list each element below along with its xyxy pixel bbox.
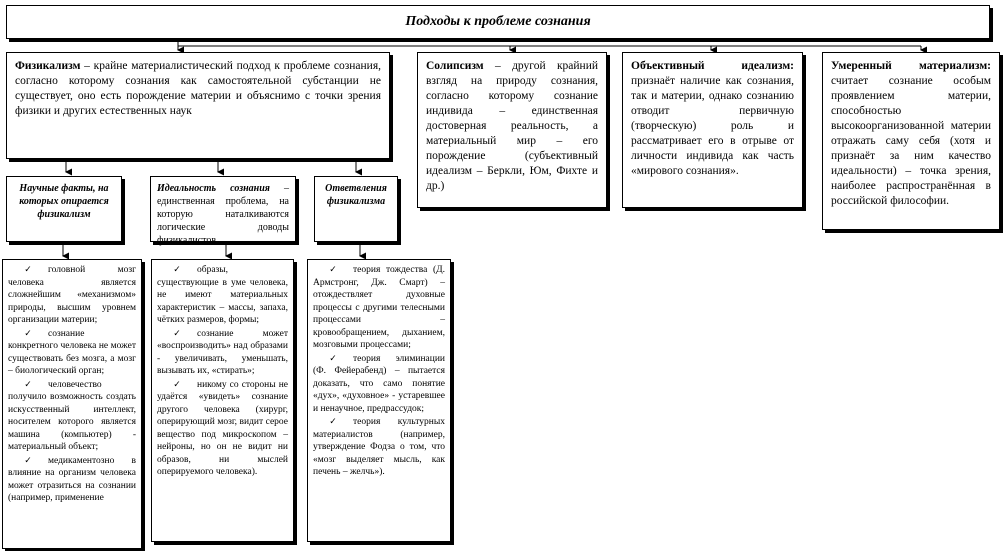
- physicalism-term: Физикализм: [15, 60, 81, 72]
- physicalism-text: – крайне материалистический подход к проблеме сознания, согласно которому сознания как самостоятельной субстанции не существует, оно есть порождение материи и объяснимо с точки зрения физики и других естественных наук: [15, 60, 381, 117]
- check-icon: ✓: [24, 265, 32, 275]
- facts-list-item: ✓ человечество получило возможность создать искусственный интеллект, носителем которого является машина (компьютер) - материальный объект;: [8, 379, 136, 452]
- moderate-materialism-box: [822, 52, 1000, 230]
- check-icon: ✓: [24, 328, 32, 339]
- facts-head-text: Научные факты, на которых опирается физикализм: [19, 183, 109, 220]
- solipsism-text: – другой крайний взгляд на природу сознания, согласно которому сознание индивида – единственная достоверная реальность, а материальный мир – его порождение (субъективный идеализм – Беркли, Юм, Фихте и др.): [426, 60, 598, 192]
- ideality-head-box: [150, 176, 296, 246]
- ideality-list-item: ✓ образы, существующие в уме человека, не имеют материальных характеристик – массы, запаха, чётких размеров, формы;: [157, 265, 288, 325]
- moderate-materialism-text: считает сознание особым проявлением материи, способностью высокоорганизованной материи отражать саму себя (хотя и признаёт за ним качество идеальности) – точка зрения, наиболее распространённая в российской философии.: [831, 75, 991, 207]
- objective-idealism-term: Объективный идеализм:: [631, 60, 794, 72]
- variants-head-box: [314, 176, 398, 242]
- physicalism-box: [6, 52, 390, 159]
- objective-idealism-box: [622, 52, 803, 208]
- ideality-list-item: ✓ сознание может «воспроизводить» над образами - увеличивать, уменьшать, вызывать их, «стирать»;: [157, 328, 288, 376]
- variants-list-item: ✓ теория элиминации (Ф. Фейерабенд) – пытается доказать, что само понятие «дух», «духовное» - устаревшее и ненаучное, предрассудок;: [313, 353, 445, 414]
- moderate-materialism-term: Умеренный материализм:: [831, 60, 991, 72]
- check-icon: ✓: [24, 379, 32, 390]
- check-icon: ✓: [24, 455, 32, 466]
- check-icon: ✓: [329, 417, 337, 427]
- check-icon: ✓: [173, 265, 181, 275]
- facts-list-box: [2, 259, 142, 549]
- objective-idealism-text: признаёт наличие как сознания, так и материи, однако сознанию отводит первичную (творческую) роль и рассматривает его в отрыве от личности индивида как часть «мирового сознания».: [631, 75, 794, 177]
- facts-head-box: [6, 176, 122, 242]
- variants-head-text: Ответвления физикализма: [325, 183, 387, 207]
- check-icon: ✓: [173, 379, 181, 390]
- ideality-head-text: – единственная проблема, на которую наталкиваются логические доводы физикалистов: [157, 183, 289, 246]
- ideality-list-box: [151, 259, 294, 542]
- ideality-head-term: Идеальность сознания: [157, 183, 270, 194]
- check-icon: ✓: [173, 328, 181, 339]
- solipsism-term: Солипсизм: [426, 60, 484, 72]
- variants-list-item: ✓ теория тождества (Д. Армстронг, Дж. Смарт) – отождествляет духовные процессы с другими телесными процессами – кровообращением, дыханием, мозговыми процессами;: [313, 265, 445, 350]
- diagram-title: [6, 5, 990, 39]
- variants-list-box: [307, 259, 451, 542]
- diagram-title-text: Подходы к проблеме сознания: [405, 14, 591, 29]
- facts-list-item: ✓ медикаментозно в влияние на организм человека может отразиться на сознании (например, применение: [8, 455, 136, 503]
- facts-list-item: ✓ головной мозг человека является сложнейшим «механизмом» природы, высшим уровнем организации материи;: [8, 265, 136, 325]
- solipsism-box: [417, 52, 607, 208]
- check-icon: ✓: [329, 353, 337, 364]
- check-icon: ✓: [329, 265, 337, 275]
- ideality-list-item: ✓ никому со стороны не удаётся «увидеть» сознание другого человека (хирург, оперирующий мозг, видит серое вещество под микроскопом – нейроны, но он не видит ни образов, ни мыслей оперируемого человека).: [157, 379, 288, 477]
- facts-list-item: ✓ сознание конкретного человека не может существовать без мозга, а мозг – биологический орган;: [8, 328, 136, 376]
- variants-list-item: ✓ теория культурных материалистов (например, утверждение Фодза о том, что «мозг выделяет мысль, как печень – желчь»).: [313, 417, 445, 477]
